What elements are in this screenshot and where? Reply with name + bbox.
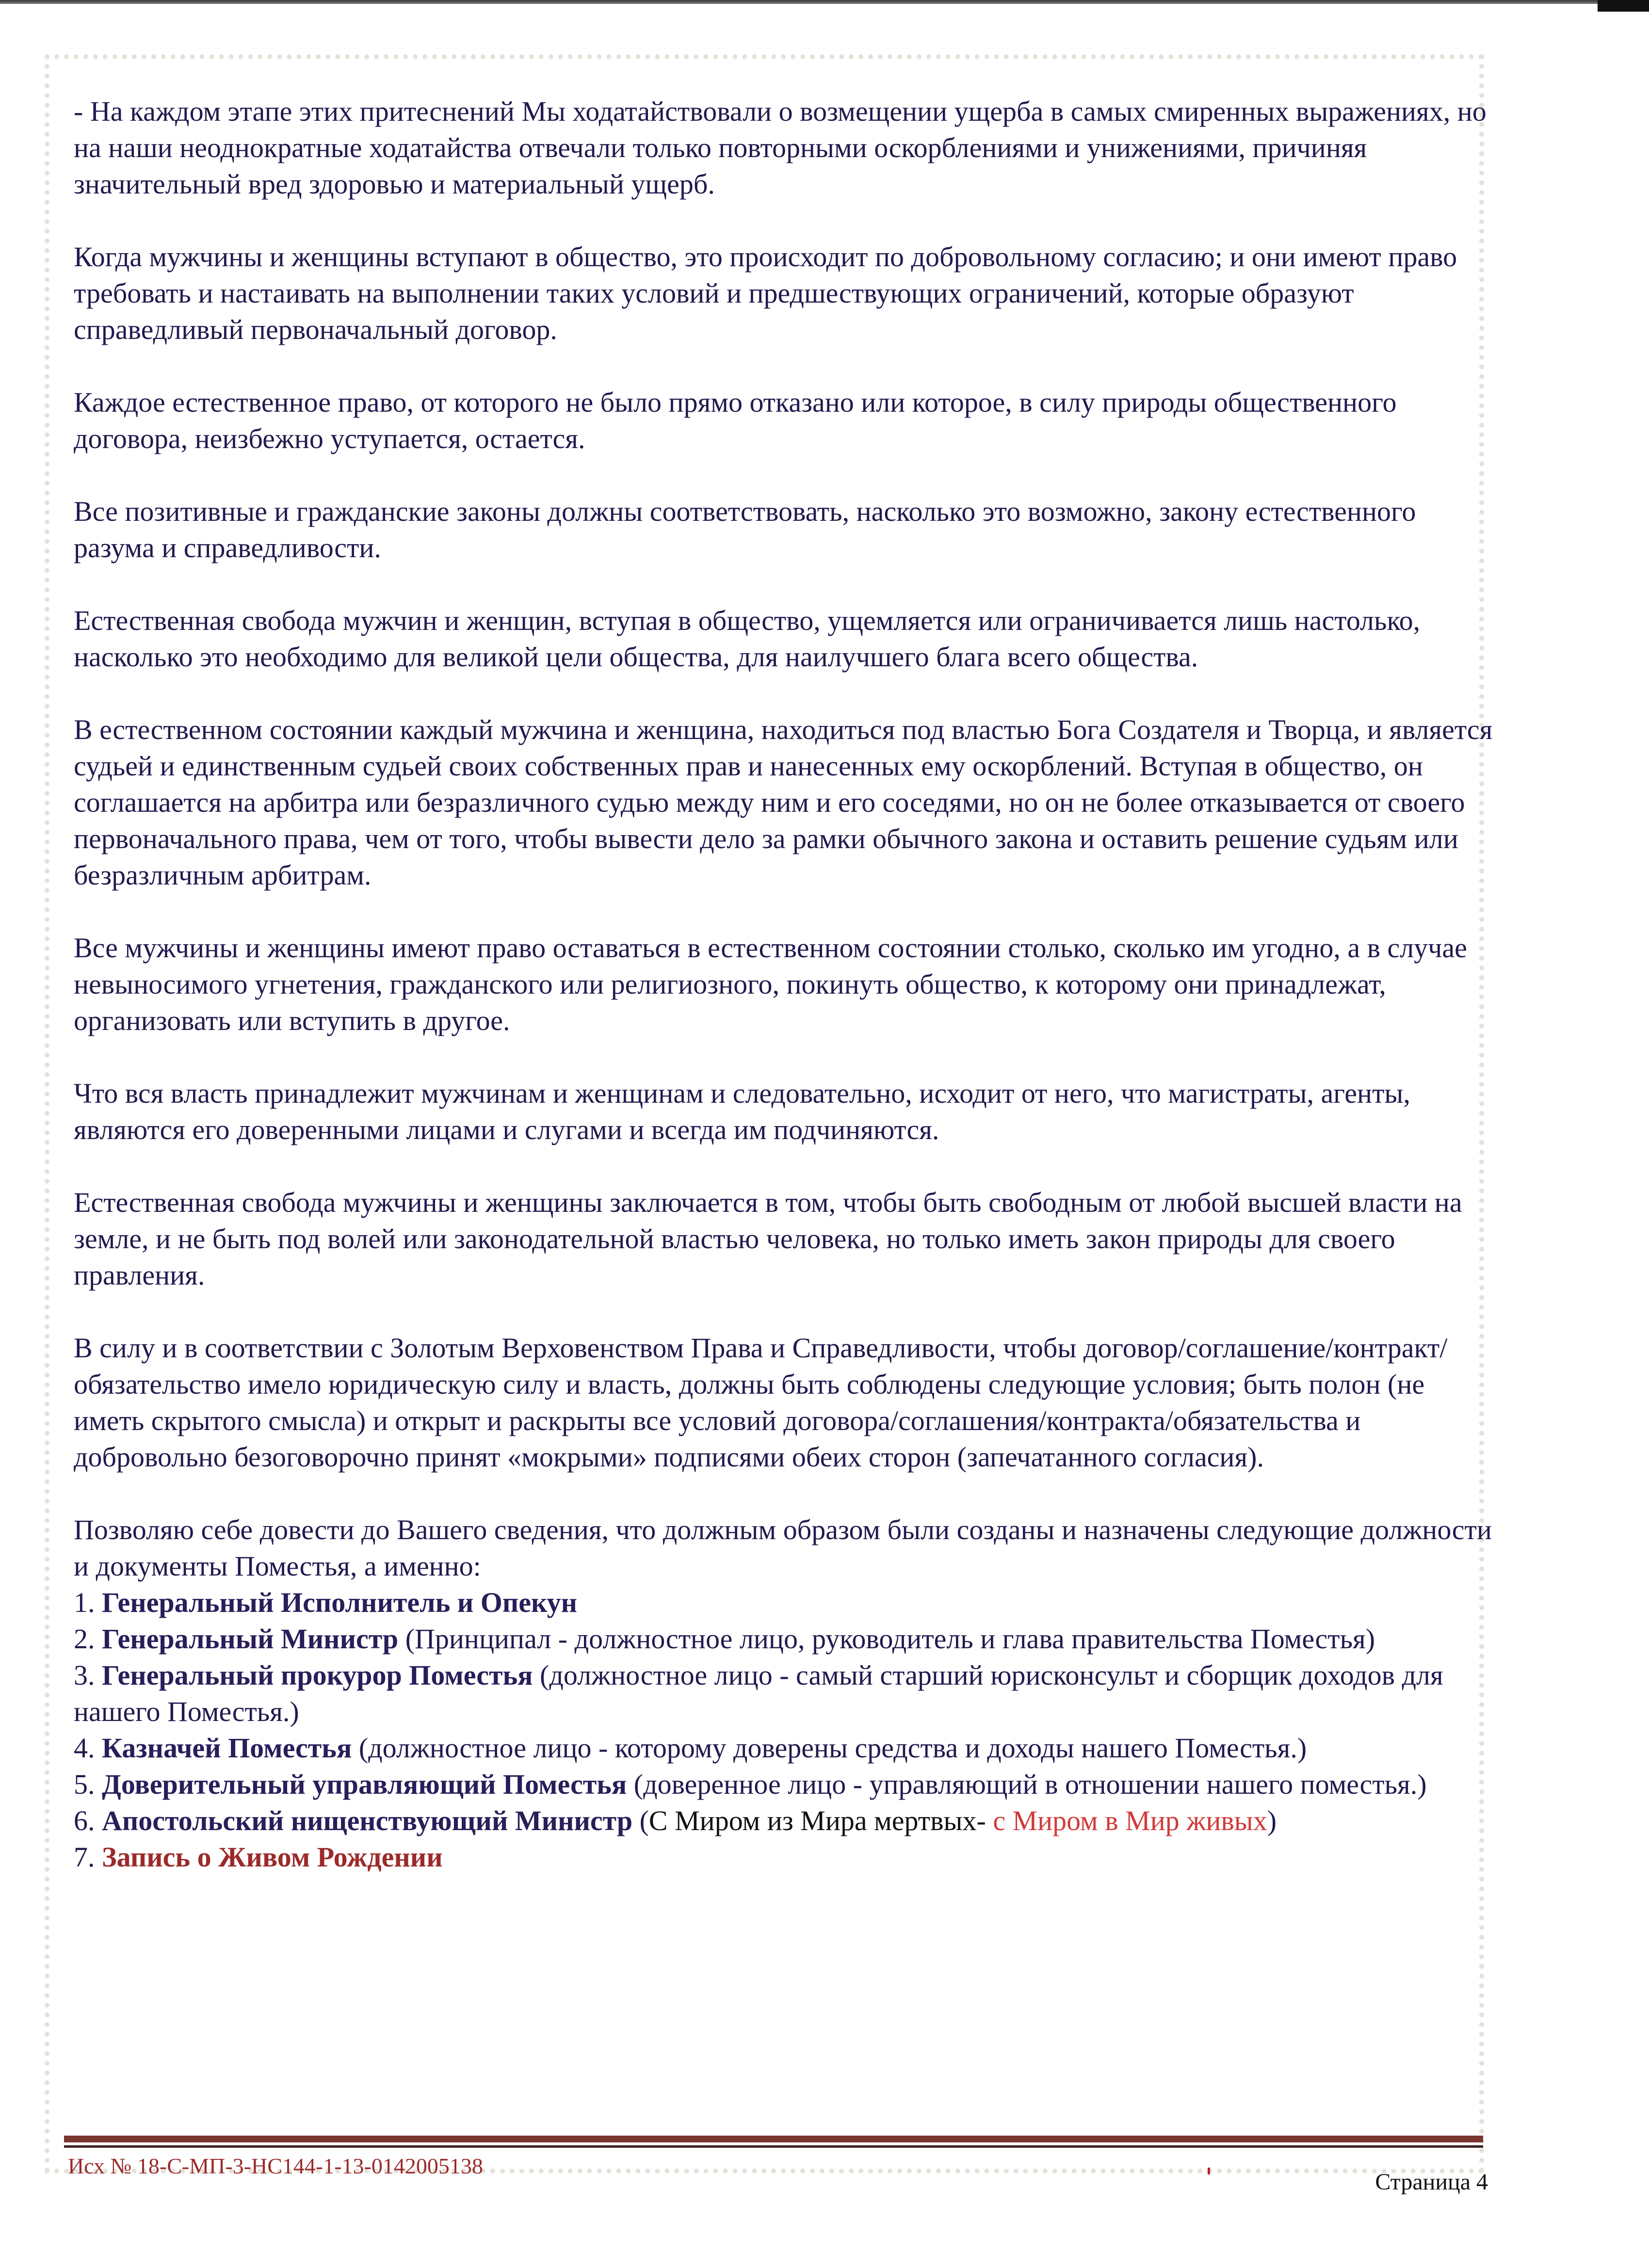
paragraph: Каждое естественное право, от которого не было прямо отказано или которое, в силу природы общественного договора, неизбежно уступается, остается. xyxy=(74,386,1397,454)
list-item xyxy=(74,1766,1500,1802)
list-desc: (должностное лицо - которому доверены средства и доходы нашего Поместья.) xyxy=(352,1732,1307,1764)
list-desc: (доверенное лицо - управляющий в отношении нашего поместья.) xyxy=(627,1769,1427,1800)
document-reference-number: Исх № 18-С-МП-3-НС144-1-13-0142005138 xyxy=(68,2154,483,2178)
list-title: Доверительный управляющий Поместья xyxy=(102,1769,627,1800)
scan-corner xyxy=(1598,0,1649,12)
footer-rule-thick xyxy=(64,2136,1483,2142)
list-number: 5. xyxy=(74,1769,102,1800)
list-number: 4. xyxy=(74,1732,102,1764)
paragraph: Все позитивные и гражданские законы должны соответствовать, насколько это возможно, закону естественного разума и справедливости. xyxy=(74,496,1416,563)
list-item xyxy=(74,1584,1500,1621)
list-number: 7. xyxy=(74,1841,102,1873)
list-desc: (должностное лицо - самый старший юрисконсульт и сборщик доходов для нашего Поместья.) xyxy=(74,1659,1443,1727)
list-title: Генеральный Исполнитель и Опекун xyxy=(102,1587,578,1618)
paragraph: В силу и в соответствии с Золотым Верховенством Права и Справедливости, чтобы договор/соглашение/контракт/обязательство имело юридическую силу и власть, должны быть соблюдены следующие условия; быть полон (не иметь скрытого смысла) и открыт и раскрыты все условий договора/соглашения/контракта/обязательства и добровольно безоговорочно принят «мокрыми» подписями обеих сторон (запечатанного согласия). xyxy=(74,1332,1448,1473)
page-number: Страница 4 xyxy=(1375,2169,1488,2195)
ink-mark xyxy=(1208,2168,1210,2174)
list-number: 6. xyxy=(74,1805,102,1836)
paragraph: Что вся власть принадлежит мужчинам и женщинам и следовательно, исходит от него, что магистраты, агенты, являются его доверенными лицами и слугами и всегда им подчиняются. xyxy=(74,1078,1410,1145)
list-title: Запись о Живом Рождении xyxy=(102,1841,443,1873)
scan-edge xyxy=(0,0,1649,4)
paren-close: ) xyxy=(1267,1805,1277,1836)
list-desc-red: с Миром в Мир живых xyxy=(993,1805,1267,1836)
paragraph: Естественная свобода мужчин и женщин, вступая в общество, ущемляется или ограничивается лишь настолько, насколько это необходимо для великой цели общества, для наилучшего блага всего общества. xyxy=(74,605,1421,673)
list-title: Апостольский нищенствующий Министр xyxy=(102,1805,633,1836)
list-desc: (Принципал - должностное лицо, руководитель и глава правительства Поместья) xyxy=(398,1623,1375,1655)
paragraph: Естественная свобода мужчины и женщины заключается в том, чтобы быть свободным от любой высшей власти на земле, и не быть под волей или законодательной властью человека, но только иметь закон природы для своего правления. xyxy=(74,1187,1462,1291)
list-number: 3. xyxy=(74,1659,102,1691)
paragraph: В естественном состоянии каждый мужчина и женщина, находиться под властью Бога Создателя и Творца, и является судьей и единственным судьей своих собственных прав и нанесенных ему оскорблений. Вступая в общество, он соглашается на арбитра или безразличного судью между ним и его соседями, но он не более отказывается от своего первоначального права, чем от того, чтобы вывести дело за рамки обычного закона и оставить решение судьям или безразличным арбитрам. xyxy=(74,714,1493,891)
document-body xyxy=(74,93,1500,1875)
list-title: Казначей Поместья xyxy=(102,1732,352,1764)
positions-list xyxy=(74,1584,1500,1875)
paren-open: ( xyxy=(632,1805,649,1836)
list-item xyxy=(74,1621,1500,1657)
list-desc: С Миром из Мира мертвых- xyxy=(648,1805,993,1836)
list-item xyxy=(74,1802,1500,1839)
list-item xyxy=(74,1730,1500,1766)
list-item xyxy=(74,1657,1500,1730)
list-item xyxy=(74,1839,1500,1875)
paragraph: Все мужчины и женщины имеют право оставаться в естественном состоянии столько, сколько им угодно, а в случае невыносимого угнетения, гражданского или религиозного, покинуть общество, к которому они принадлежат, организовать или вступить в другое. xyxy=(74,932,1467,1036)
list-number: 2. xyxy=(74,1623,102,1655)
footer-divider xyxy=(64,2136,1483,2149)
paragraph: Когда мужчины и женщины вступают в общество, это происходит по добровольному согласию; и они имеют право требовать и настаивать на выполнении таких условий и предшествующих ограничений, которые образуют справедливый первоначальный договор. xyxy=(74,241,1457,345)
list-title: Генеральный прокурор Поместья xyxy=(102,1659,533,1691)
paragraph: - На каждом этапе этих притеснений Мы ходатайствовали о возмещении ущерба в самых смиренных выражениях, но на наши неоднократные ходатайства отвечали только повторными оскорблениями и унижениями, причиняя значительный вред здоровью и материальный ущерб. xyxy=(74,96,1487,200)
paragraph: Позволяю себе довести до Вашего сведения, что должным образом были созданы и назначены следующие должности и документы Поместья, а именно: xyxy=(74,1514,1492,1582)
list-title: Генеральный Министр xyxy=(102,1623,399,1655)
list-number: 1. xyxy=(74,1587,102,1618)
footer-rule-thin xyxy=(64,2145,1483,2148)
